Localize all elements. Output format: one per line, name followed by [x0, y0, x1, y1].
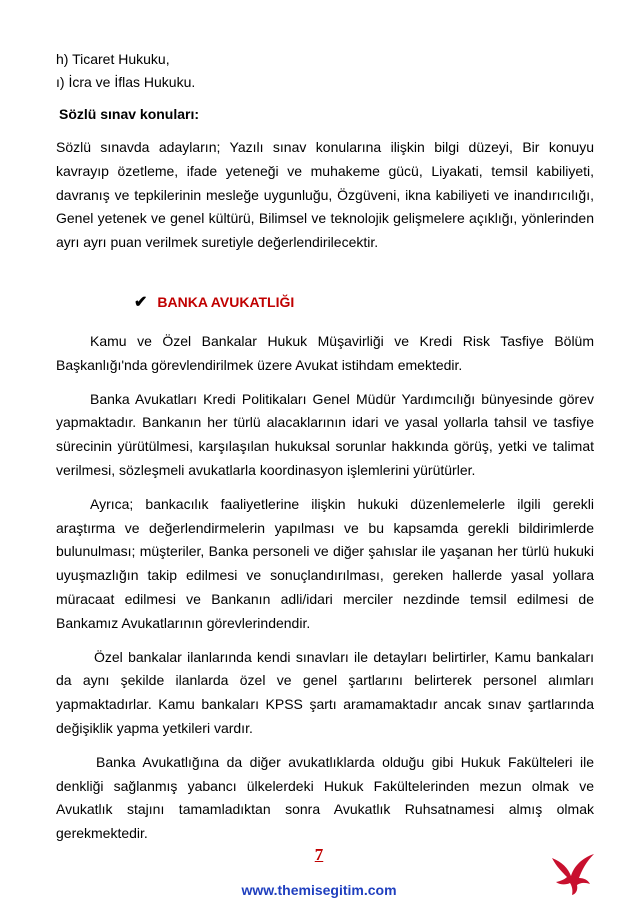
list-item-h: h) Ticaret Hukuku, — [56, 51, 170, 67]
paragraph-4: Özel bankalar ilanlarında kendi sınavları ile detayları belirtirler, Kamu bankaları da aynı şekilde ilanlarda özel ve genel şartlarını belirterek personel alımları yapmaktadırlar. Kamu bankaları KPSS şartı aramamaktadır ancak sınav şartlarında değişiklik yapma yetkileri vardır. — [56, 648, 594, 736]
check-mark-icon: ✔ — [134, 294, 148, 311]
banka-section — [56, 330, 594, 846]
paragraph-5: Banka Avukatlığına da diğer avukatlıklarda olduğu gibi Hukuk Fakülteleri ile denkliği sağlanmış yabancı ülkelerdeki Hukuk Fakültelerinden mezun olmak ve Avukatlık stajını tamamladıktan sonra Avukatlık Ruhsatnamesi almış olmak gerekmektedir. — [56, 753, 594, 842]
page-body — [56, 48, 594, 255]
oral-exam-paragraph: Sözlü sınavda adayların; Yazılı sınav konularına ilişkin bilgi düzeyi, Bir konuyu kavrayıp özetleme, ifade yeteneği ve muhakeme gücü, Liyakati, temsil kabiliyeti, davranış ve tepkilerinin mesleğe uygunluğu, Özgüveni, ikna kabiliyeti ve inandırıcılığı, Genel yetenek ve genel kültürü, Bilimsel ve teknolojik gelişmelere açıklığı, yönlerinden ayrı ayrı puan verilmek suretiyle değerlendirilecektir. — [56, 139, 594, 251]
section-heading-text: BANKA AVUKATLIĞI — [157, 294, 295, 310]
section-heading — [134, 292, 294, 312]
paragraph-1: Kamu ve Özel Bankalar Hukuk Müşavirliği ve Kredi Risk Tasfiye Bölüm Başkanlığı'nda görevlendirilmek üzere Avukat istihdam emektedir. — [56, 333, 594, 373]
list-item-i: ı) İcra ve İflas Hukuku. — [56, 74, 196, 90]
paragraph-2: Banka Avukatları Kredi Politikaları Genel Müdür Yardımcılığı bünyesinde görev yapmaktadır. Bankanın her türlü alacaklarının idari ve yasal yollarla tahsil ve tasfiye sürecinin yürütülmesi, karşılaşılan hukuksal sorunlar hakkında görüş, yetki ve talimat verilmesi, sözleşmeli avukatlarla koordinasyon işlemlerini yürütürler. — [56, 390, 594, 478]
footer-website-link[interactable]: www.themisegitim.com — [241, 882, 397, 898]
page-number: 7 — [314, 845, 324, 864]
oral-exam-heading: Sözlü sınav konuları: — [59, 106, 200, 122]
paragraph-3: Ayrıca; bankacılık faaliyetlerine ilişkin hukuki düzenlemelerle ilgili gerekli araştırma ve değerlendirmelerin yapılması ve bu kapsamda gerekli bildirimlerde bulunulması; müşteriler, Banka personeli ve diğer şahıslar ile yaşanan her türlü hukuki uyuşmazlığın takip edilmesi ve sonuçlandırılması, gereken hallerde yasal yollara müracaat edilmesi ve Bankanın adli/idari merciler nezdinde temsil edilmesi de Bankamız Avukatlarının görevlerindendir. — [56, 495, 594, 631]
